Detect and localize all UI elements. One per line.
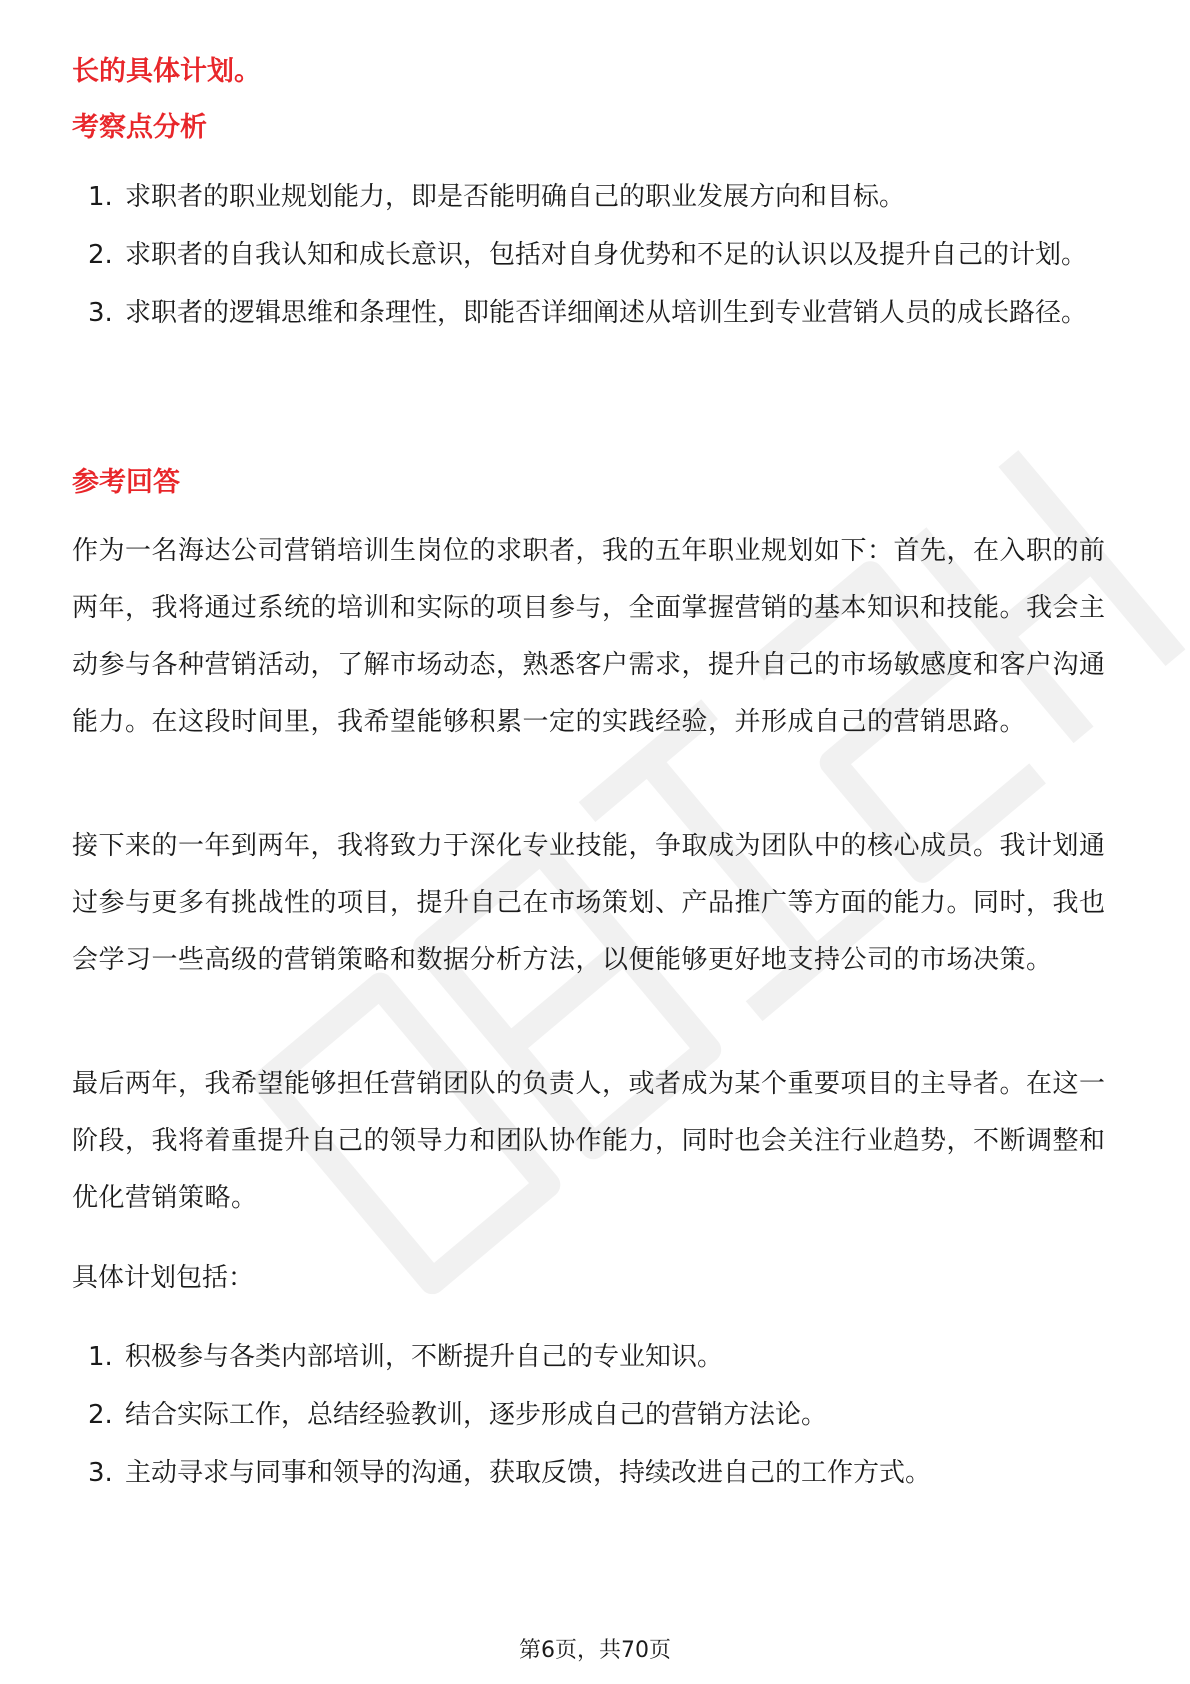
list-text: 主动寻求与同事和领导的沟通，获取反馈，持续改进自己的工作方式。 [125,1458,932,1488]
list-number: 2. [88,1400,113,1430]
list-item [72,226,1118,284]
answer-heading: 参考回答 [72,467,180,498]
continuation-heading: 长的具体计划。 [72,56,261,87]
plan-list [72,1328,1118,1502]
plan-heading: 具体计划包括： [72,1263,255,1293]
list-item [72,168,1118,226]
list-text: 求职者的职业规划能力，即是否能明确自己的职业发展方向和目标。 [125,182,906,212]
list-number: 3. [88,1458,113,1488]
list-text: 求职者的逻辑思维和条理性，即能否详细阐述从培训生到专业营销人员的成长路径。 [125,298,1088,328]
answer-paragraph: 最后两年，我希望能够担任营销团队的负责人，或者成为某个重要项目的主导者。在这一阶段，我将着重提升自己的领导力和团队协作能力，同时也会关注行业趋势，不断调整和优化营销策略。 [72,1069,1106,1213]
answer-paragraph: 接下来的一年到两年，我将致力于深化专业技能，争取成为团队中的核心成员。我计划通过参与更多有挑战性的项目，提升自己在市场策划、产品推广等方面的能力。同时，我也会学习一些高级的营销策略和数据分析方法，以便能够更好地支持公司的市场决策。 [72,831,1106,975]
analysis-heading: 考察点分析 [72,112,207,143]
answer-paragraph: 作为一名海达公司营销培训生岗位的求职者，我的五年职业规划如下：首先，在入职的前两年，我将通过系统的培训和实际的项目参与，全面掌握营销的基本知识和技能。我会主动参与各种营销活动，了解市场动态，熟悉客户需求，提升自己的市场敏感度和客户沟通能力。在这段时间里，我希望能够积累一定的实践经验，并形成自己的营销思路。 [72,536,1106,737]
list-number: 1. [88,182,113,212]
list-item [72,284,1118,342]
list-number: 1. [88,1342,113,1372]
list-number: 2. [88,240,113,270]
list-text: 结合实际工作，总结经验教训，逐步形成自己的营销方法论。 [125,1400,828,1430]
list-number: 3. [88,298,113,328]
list-item [72,1328,1118,1386]
list-text: 积极参与各类内部培训，不断提升自己的专业知识。 [125,1342,724,1372]
analysis-list [72,168,1118,342]
list-item [72,1386,1118,1444]
list-item [72,1444,1118,1502]
list-text: 求职者的自我认知和成长意识，包括对自身优势和不足的认识以及提升自己的计划。 [125,240,1088,270]
page-number-footer: 第6页，共70页 [519,1638,671,1663]
